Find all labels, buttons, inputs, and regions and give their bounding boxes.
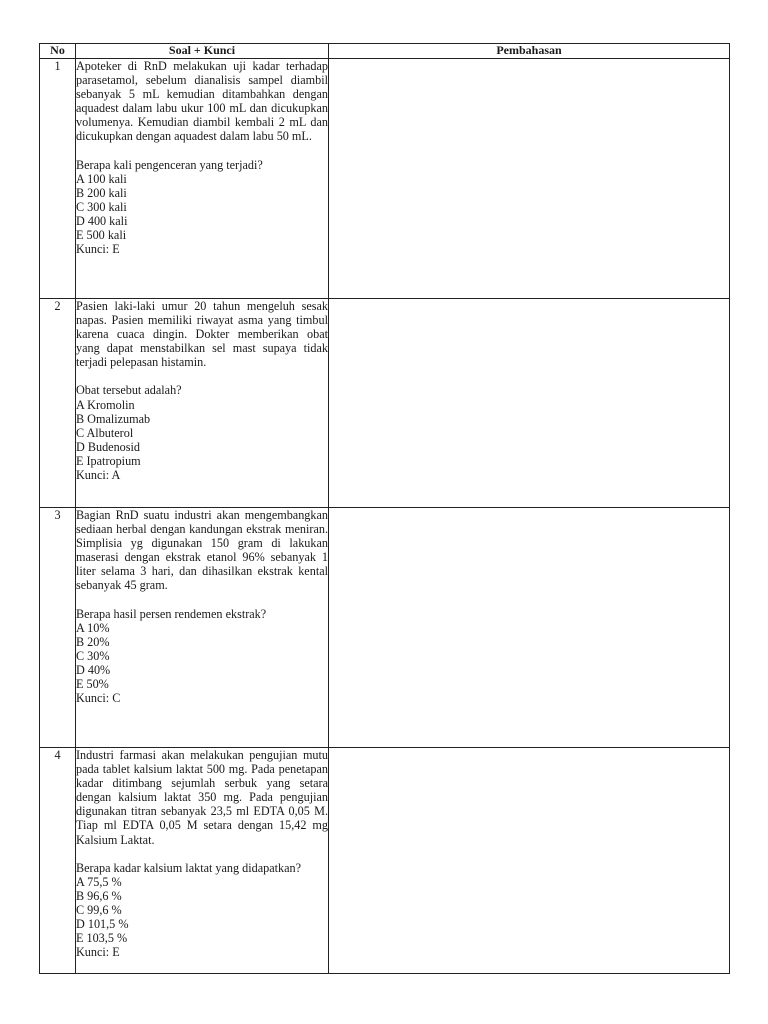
option-e: E 500 kali: [76, 228, 127, 243]
option-c: C Albuterol: [76, 425, 134, 440]
question-prompt: Berapa hasil persen rendemen ekstrak?: [76, 606, 267, 621]
question-cell: [76, 508, 329, 748]
option-c: C 30%: [76, 648, 110, 663]
option-c: C 300 kali: [76, 199, 127, 214]
question-prompt: Berapa kali pengenceran yang terjadi?: [76, 157, 263, 172]
question-stem: Apoteker di RnD melakukan uji kadar terhadap parasetamol, sebelum dianalisis sampel diambil sebanyak 5 mL kemudian ditambahkan dengan aquadest dalam labu ukur 100 mL dan dicukupkan volumenya. Kemudian diambil kembali 2 mL dan dicukupkan dengan aquadest dalam labu 50 mL.: [76, 59, 328, 144]
option-d: D 40%: [76, 662, 111, 677]
header-row: [40, 44, 730, 59]
answer-key: Kunci: C: [76, 691, 121, 706]
question-cell: [76, 59, 329, 299]
option-b: B 96,6 %: [76, 888, 122, 903]
option-d: D 400 kali: [76, 213, 128, 228]
option-a: A 10%: [76, 620, 110, 635]
option-a: A 75,5 %: [76, 874, 122, 889]
question-number: 3: [40, 508, 76, 748]
answer-key: Kunci: E: [76, 945, 120, 960]
option-a: A Kromolin: [76, 397, 135, 412]
question-cell: [76, 748, 329, 974]
question-stem: Pasien laki-laki umur 20 tahun mengeluh sesak napas. Pasien memiliki riwayat asma yang timbul karena cuaca dingin. Dokter memberikan obat yang dapat menstabilkan sel mast supaya tidak terjadi pelepasan histamin.: [76, 299, 328, 370]
pembahasan-cell: [329, 508, 730, 748]
option-b: B Omalizumab: [76, 411, 151, 426]
table-row: [40, 59, 730, 299]
header-no: No: [40, 44, 76, 59]
question-number: 4: [40, 748, 76, 974]
option-b: B 200 kali: [76, 185, 127, 200]
option-e: E 50%: [76, 677, 109, 692]
question-stem: Bagian RnD suatu industri akan mengembangkan sediaan herbal dengan kandungan ekstrak meniran. Simplisia yg digunakan 150 gram di lakukan maserasi dengan ekstrak etanol 96% sebanyak 1 liter selama 3 hari, dan dihasilkan ekstrak kental sebanyak 45 gram.: [76, 508, 328, 593]
question-table: [39, 43, 730, 974]
answer-key: Kunci: A: [76, 468, 121, 483]
option-c: C 99,6 %: [76, 902, 122, 917]
pembahasan-cell: [329, 299, 730, 508]
header-pembahasan: Pembahasan: [329, 44, 730, 59]
question-cell: [76, 299, 329, 508]
question-number: 2: [40, 299, 76, 508]
question-stem: Industri farmasi akan melakukan pengujian mutu pada tablet kalsium laktat 500 mg. Pada penetapan kadar ditimbang sejumlah serbuk yang setara dengan kalsium laktat 350 mg. Pada pengujian digunakan titran sebanyak 23,5 ml EDTA 0,05 M. Tiap ml EDTA 0,05 M setara dengan 15,42 mg Kalsium Laktat.: [76, 748, 328, 847]
table-row: [40, 299, 730, 508]
option-a: A 100 kali: [76, 171, 127, 186]
answer-key: Kunci: E: [76, 242, 120, 257]
pembahasan-cell: [329, 59, 730, 299]
question-prompt: Obat tersebut adalah?: [76, 383, 182, 398]
header-soal-kunci: Soal + Kunci: [76, 44, 329, 59]
table-row: [40, 748, 730, 974]
question-prompt: Berapa kadar kalsium laktat yang didapatkan?: [76, 860, 302, 875]
pembahasan-cell: [329, 748, 730, 974]
table-row: [40, 508, 730, 748]
option-b: B 20%: [76, 634, 110, 649]
option-e: E Ipatropium: [76, 453, 141, 468]
option-d: D 101,5 %: [76, 917, 129, 932]
question-number: 1: [40, 59, 76, 299]
option-e: E 103,5 %: [76, 931, 128, 946]
option-d: D Budenosid: [76, 439, 140, 454]
